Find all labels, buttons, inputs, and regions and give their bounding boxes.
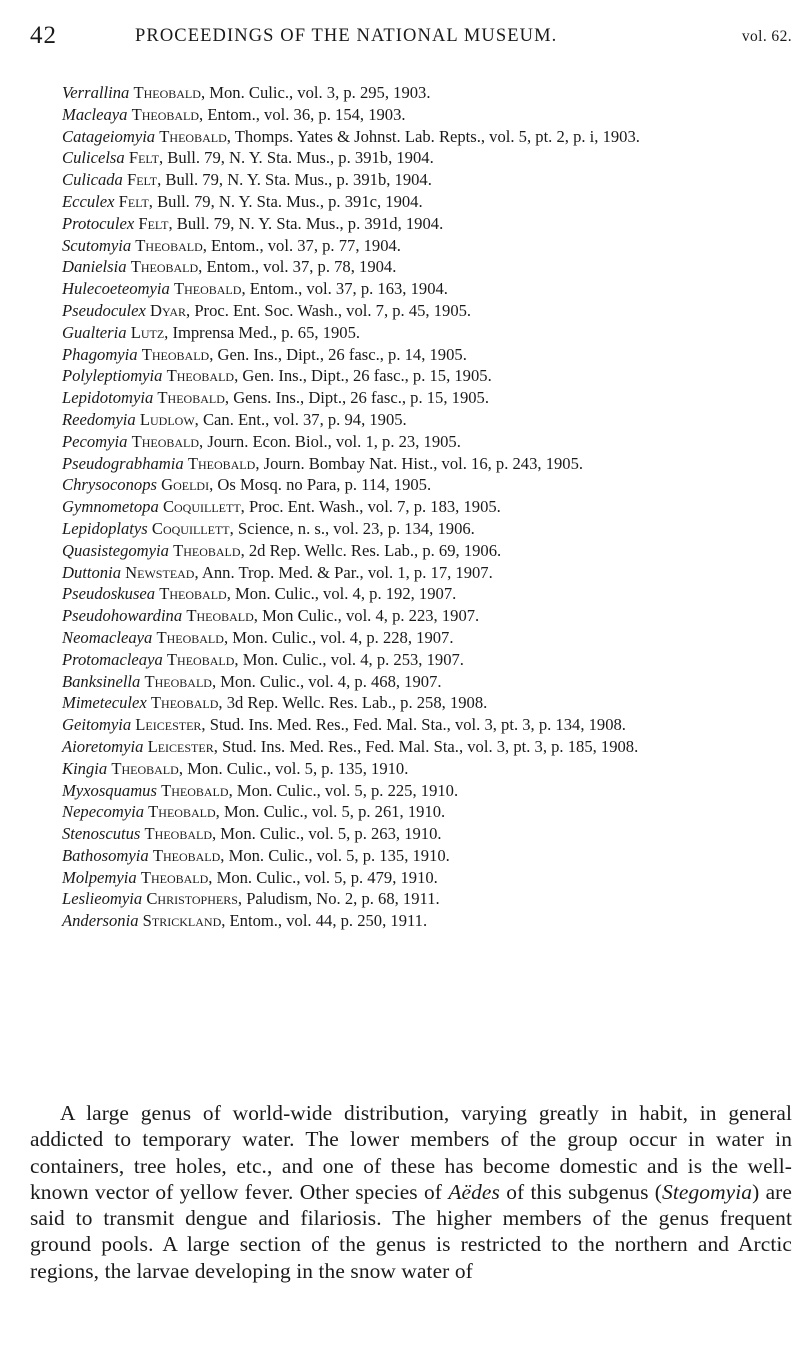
citation-reference: Gens. Ins., Dipt., 26 fasc., p. 15, 1905.: [233, 388, 489, 408]
synonym-entry: Andersonia Strickland, Entom., vol. 44, p. 250, 1911.: [62, 911, 428, 931]
synonym-entry: Catageiomyia Theobald, Thomps. Yates & Johnst. Lab. Repts., vol. 5, pt. 2, p. i, 1903.: [62, 126, 640, 146]
author-name: Theobald: [173, 279, 242, 299]
genus-name: Verrallina: [62, 83, 130, 102]
citation-reference: Science, n. s., vol. 23, p. 134, 1906.: [237, 518, 475, 538]
citation-reference: Can. Ent., vol. 37, p. 94, 1905.: [202, 409, 407, 429]
citation-reference: Bull. 79, N. Y. Sta. Mus., p. 391b, 1904.: [167, 148, 434, 168]
author-name: Theobald: [135, 235, 203, 255]
synonym-entry: Ecculex Felt, Bull. 79, N. Y. Sta. Mus., p. 391c, 1904.: [62, 191, 423, 211]
genus-name: Molpemyia: [62, 867, 137, 887]
citation-reference: Entom., vol. 37, p. 78, 1904.: [206, 257, 397, 277]
citation-reference: Proc. Ent. Soc. Wash., vol. 7, p. 45, 1905.: [194, 300, 472, 320]
synonym-entry: Gymnometopa Coquillett, Proc. Ent. Wash., vol. 7, p. 183, 1905.: [62, 497, 501, 517]
citation-reference: 2d Rep. Wellc. Res. Lab., p. 69, 1906.: [248, 540, 502, 560]
body-paragraph: [30, 1100, 792, 1284]
citation-reference: Entom., vol. 37, p. 163, 1904.: [249, 279, 448, 299]
citation-reference: Mon. Culic., vol. 4, p. 468, 1907.: [220, 671, 442, 691]
author-name: Dyar: [150, 300, 187, 320]
genus-name: Catageiomyia: [62, 126, 156, 146]
genus-name: Gualteria: [62, 322, 127, 342]
citation-reference: Ann. Trop. Med. & Par., vol. 1, p. 17, 1907.: [201, 562, 493, 582]
genus-name: Macleaya: [62, 104, 128, 124]
genus-name: Nepecomyia: [62, 802, 145, 822]
genus-name: Pseudoculex: [62, 300, 146, 320]
author-name: Theobald: [152, 845, 221, 865]
citation-reference: Bull. 79, N. Y. Sta. Mus., p. 391c, 1904.: [157, 191, 423, 211]
synonym-entry: Myxosquamus Theobald, Mon. Culic., vol. 5, p. 225, 1910.: [62, 780, 459, 800]
genus-name: Ecculex: [62, 191, 115, 211]
author-name: Theobald: [166, 649, 235, 669]
genus-name: Gymnometopa: [62, 497, 159, 517]
author-name: Theobald: [131, 431, 200, 451]
synonym-entry: Pseudograbhamia Theobald, Journ. Bombay Nat. Hist., vol. 16, p. 243, 1905.: [62, 453, 584, 473]
author-name: Theobald: [140, 867, 209, 887]
synonym-entry: Danielsia Theobald, Entom., vol. 37, p. 78, 1904.: [62, 257, 397, 277]
author-name: Felt: [128, 148, 159, 168]
citation-reference: Mon. Culic., vol. 5, p. 261, 1910.: [223, 802, 446, 822]
author-name: Strickland: [142, 911, 222, 931]
citation-reference: Journ. Econ. Biol., vol. 1, p. 23, 1905.: [207, 431, 461, 451]
synonym-entry: Pseudoskusea Theobald, Mon. Culic., vol. 4, p. 192, 1907.: [62, 584, 457, 604]
author-name: Felt: [127, 170, 158, 190]
synonym-entry: Leslieomyia Christophers, Paludism, No. 2, p. 68, 1911.: [62, 889, 440, 909]
genus-name: Quasistegomyia: [62, 540, 169, 560]
author-name: Theobald: [111, 758, 179, 778]
synonym-entry: Reedomyia Ludlow, Can. Ent., vol. 37, p. 94, 1905.: [62, 409, 407, 429]
synonym-entry: Pseudohowardina Theobald, Mon Culic., vol. 4, p. 223, 1907.: [62, 606, 480, 626]
author-name: Coquillett: [162, 497, 241, 517]
author-name: Theobald: [157, 388, 225, 408]
synonym-entry: Polyleptiomyia Theobald, Gen. Ins., Dipt., 26 fasc., p. 15, 1905.: [62, 366, 492, 386]
synonym-entry: Hulecoeteomyia Theobald, Entom., vol. 37, p. 163, 1904.: [62, 279, 448, 299]
synonym-entry: Geitomyia Leicester, Stud. Ins. Med. Res., Fed. Mal. Sta., vol. 3, pt. 3, p. 134, 1908.: [62, 715, 626, 735]
synonym-entry: Culicelsa Felt, Bull. 79, N. Y. Sta. Mus., p. 391b, 1904.: [62, 148, 434, 168]
genus-name: Culicada: [62, 170, 123, 190]
genus-name: Pseudohowardina: [62, 606, 183, 626]
synonym-entry: Culicada Felt, Bull. 79, N. Y. Sta. Mus., p. 391b, 1904.: [62, 170, 432, 190]
synonym-entry: Scutomyia Theobald, Entom., vol. 37, p. 77, 1904.: [62, 235, 401, 255]
synonym-entry: Pecomyia Theobald, Journ. Econ. Biol., vol. 1, p. 23, 1905.: [62, 431, 461, 451]
synonym-entry: Protoculex Felt, Bull. 79, N. Y. Sta. Mus., p. 391d, 1904.: [62, 213, 444, 233]
paragraph-text-1: A large genus of world-wide distribution, varying greatly in habit, in general addicted to temporary water. The lower members of the group occur in water in containers, tree holes, etc., and one of these has become domestic and is the well-known vector of yellow fever. Other species of: [30, 1101, 792, 1204]
citation-reference: Mon. Culic., vol. 5, p. 135, 1910.: [228, 845, 450, 865]
citation-reference: Os Mosq. no Para, p. 114, 1905.: [217, 475, 432, 495]
citation-reference: Mon. Culic., vol. 4, p. 228, 1907.: [232, 627, 454, 647]
genus-name-aedes: Aëdes: [448, 1179, 500, 1204]
genus-name: Pecomyia: [62, 431, 128, 451]
author-name: Felt: [118, 191, 149, 211]
author-name: Newstead: [125, 562, 195, 582]
citation-reference: Mon. Culic., vol. 4, p. 253, 1907.: [242, 649, 464, 669]
citation-reference: Mon. Culic., vol. 3, p. 295, 1903.: [209, 83, 431, 102]
subgenus-name-stegomyia: Stegomyia: [662, 1179, 753, 1204]
author-name: Theobald: [156, 627, 224, 647]
synonym-entry: Chrysoconops Goeldi, Os Mosq. no Para, p. 114, 1905.: [62, 475, 432, 495]
citation-reference: Mon. Culic., vol. 4, p. 192, 1907.: [235, 584, 457, 604]
citation-reference: 3d Rep. Wellc. Res. Lab., p. 258, 1908.: [226, 693, 488, 713]
author-name: Theobald: [131, 104, 200, 124]
author-name: Theobald: [173, 540, 241, 560]
citation-reference: Thomps. Yates & Johnst. Lab. Repts., vol. 5, pt. 2, p. i, 1903.: [234, 126, 640, 146]
author-name: Theobald: [186, 606, 254, 626]
synonym-entry: Verrallina Theobald, Mon. Culic., vol. 3, p. 295, 1903.: [62, 83, 431, 102]
genus-name: Phagomyia: [62, 344, 138, 364]
genus-name: Myxosquamus: [62, 780, 157, 800]
citation-reference: Proc. Ent. Wash., vol. 7, p. 183, 1905.: [248, 497, 501, 517]
genus-name: Duttonia: [62, 562, 122, 582]
citation-reference: Mon. Culic., vol. 5, p. 263, 1910.: [220, 824, 442, 844]
author-name: Felt: [138, 213, 169, 233]
synonym-entry: Neomacleaya Theobald, Mon. Culic., vol. 4, p. 228, 1907.: [62, 627, 454, 647]
citation-reference: Stud. Ins. Med. Res., Fed. Mal. Sta., vol. 3, pt. 3, p. 185, 1908.: [222, 736, 639, 756]
synonym-entry: Aioretomyia Leicester, Stud. Ins. Med. Res., Fed. Mal. Sta., vol. 3, pt. 3, p. 185, 1908.: [62, 736, 639, 756]
author-name: Lutz: [130, 322, 165, 342]
journal-title: PROCEEDINGS OF THE NATIONAL MUSEUM.: [135, 26, 558, 46]
author-name: Theobald: [144, 824, 212, 844]
genus-name: Lepidotomyia: [62, 388, 154, 408]
synonym-entry: Lepidotomyia Theobald, Gens. Ins., Dipt., 26 fasc., p. 15, 1905.: [62, 388, 489, 408]
author-name: Leicester: [147, 736, 214, 756]
citation-reference: Imprensa Med., p. 65, 1905.: [172, 322, 361, 342]
synonym-entry: Gualteria Lutz, Imprensa Med., p. 65, 1905.: [62, 322, 361, 342]
genus-name: Geitomyia: [62, 715, 132, 735]
author-name: Theobald: [159, 584, 227, 604]
genus-name: Neomacleaya: [62, 627, 153, 647]
citation-reference: Gen. Ins., Dipt., 26 fasc., p. 14, 1905.: [217, 344, 467, 364]
genus-name: Reedomyia: [62, 409, 136, 429]
genus-name: Protoculex: [62, 213, 135, 233]
author-name: Leicester: [135, 715, 202, 735]
genus-name: Kingia: [62, 758, 108, 778]
citation-reference: Stud. Ins. Med. Res., Fed. Mal. Sta., vol. 3, pt. 3, p. 134, 1908.: [209, 715, 626, 735]
citation-reference: Journ. Bombay Nat. Hist., vol. 16, p. 243, 1905.: [263, 453, 584, 473]
genus-name: Pseudograbhamia: [62, 453, 184, 473]
citation-reference: Paludism, No. 2, p. 68, 1911.: [246, 889, 440, 909]
genus-name: Banksinella: [62, 671, 141, 691]
author-name: Theobald: [144, 671, 212, 691]
genus-name: Scutomyia: [62, 235, 132, 255]
citation-reference: Entom., vol. 36, p. 154, 1903.: [207, 104, 406, 124]
synonym-entry: Banksinella Theobald, Mon. Culic., vol. 4, p. 468, 1907.: [62, 671, 442, 691]
citation-reference: Entom., vol. 44, p. 250, 1911.: [229, 911, 428, 931]
paragraph-text-3: ) are said to transmit dengue and filariosis. The higher members of the genus frequent ground pools. A large section of the genus is restricted to the northern and Arctic regions, the larvae developing in the snow water of: [30, 1179, 792, 1283]
synonym-entry: Quasistegomyia Theobald, 2d Rep. Wellc. Res. Lab., p. 69, 1906.: [62, 540, 502, 560]
genus-name: Leslieomyia: [62, 889, 143, 909]
author-name: Christophers: [146, 889, 238, 909]
synonymy-list: [62, 82, 792, 932]
genus-name: Aioretomyia: [62, 736, 144, 756]
synonym-entry: Lepidoplatys Coquillett, Science, n. s., vol. 23, p. 134, 1906.: [62, 518, 475, 538]
genus-name: Culicelsa: [62, 148, 125, 168]
synonym-entry: Nepecomyia Theobald, Mon. Culic., vol. 5, p. 261, 1910.: [62, 802, 446, 822]
synonym-entry: Duttonia Newstead, Ann. Trop. Med. & Par., vol. 1, p. 17, 1907.: [62, 562, 493, 582]
genus-name: Mimeteculex: [62, 693, 147, 713]
citation-reference: Mon Culic., vol. 4, p. 223, 1907.: [262, 606, 480, 626]
author-name: Theobald: [130, 257, 199, 277]
synonym-entry: Phagomyia Theobald, Gen. Ins., Dipt., 26 fasc., p. 14, 1905.: [62, 344, 467, 364]
citation-reference: Bull. 79, N. Y. Sta. Mus., p. 391b, 1904.: [165, 170, 432, 190]
genus-name: Stenoscutus: [62, 824, 141, 844]
synonym-entry: Stenoscutus Theobald, Mon. Culic., vol. 5, p. 263, 1910.: [62, 824, 442, 844]
author-name: Theobald: [166, 366, 235, 386]
author-name: Theobald: [161, 780, 229, 800]
genus-name: Danielsia: [62, 257, 127, 277]
synonym-entry: Kingia Theobald, Mon. Culic., vol. 5, p. 135, 1910.: [62, 758, 409, 778]
citation-reference: Gen. Ins., Dipt., 26 fasc., p. 15, 1905.: [242, 366, 492, 386]
genus-name: Bathosomyia: [62, 845, 149, 865]
paragraph-text-2: of this subgenus (: [499, 1179, 663, 1204]
synonym-entry: Bathosomyia Theobald, Mon. Culic., vol. 5, p. 135, 1910.: [62, 845, 450, 865]
citation-reference: Bull. 79, N. Y. Sta. Mus., p. 391d, 1904.: [176, 213, 444, 233]
citation-reference: Mon. Culic., vol. 5, p. 225, 1910.: [236, 780, 459, 800]
author-name: Theobald: [150, 693, 219, 713]
genus-name: Pseudoskusea: [62, 584, 156, 604]
volume-label: vol. 62.: [741, 28, 792, 45]
genus-name: Chrysoconops: [62, 475, 157, 495]
genus-name: Lepidoplatys: [62, 518, 148, 538]
citation-reference: Mon. Culic., vol. 5, p. 479, 1910.: [216, 867, 438, 887]
synonym-entry: Pseudoculex Dyar, Proc. Ent. Soc. Wash., vol. 7, p. 45, 1905.: [62, 300, 472, 320]
citation-reference: Mon. Culic., vol. 5, p. 135, 1910.: [187, 758, 409, 778]
author-name: Theobald: [159, 126, 227, 146]
author-name: Goeldi: [161, 475, 210, 495]
author-name: Theobald: [133, 83, 201, 102]
author-name: Theobald: [141, 344, 210, 364]
author-name: Ludlow: [139, 409, 195, 429]
genus-name: Andersonia: [62, 911, 139, 931]
synonym-entry: Macleaya Theobald, Entom., vol. 36, p. 154, 1903.: [62, 104, 406, 124]
genus-name: Polyleptiomyia: [62, 366, 163, 386]
synonym-entry: Protomacleaya Theobald, Mon. Culic., vol. 4, p. 253, 1907.: [62, 649, 464, 669]
synonym-entry: Molpemyia Theobald, Mon. Culic., vol. 5, p. 479, 1910.: [62, 867, 438, 887]
page-number: 42: [30, 22, 57, 49]
genus-name: Hulecoeteomyia: [62, 279, 170, 299]
running-header: [30, 22, 792, 62]
author-name: Theobald: [148, 802, 216, 822]
synonym-entry: Mimeteculex Theobald, 3d Rep. Wellc. Res. Lab., p. 258, 1908.: [62, 693, 488, 713]
author-name: Coquillett: [151, 518, 230, 538]
citation-reference: Entom., vol. 37, p. 77, 1904.: [211, 235, 401, 255]
genus-name: Protomacleaya: [62, 649, 163, 669]
author-name: Theobald: [187, 453, 256, 473]
